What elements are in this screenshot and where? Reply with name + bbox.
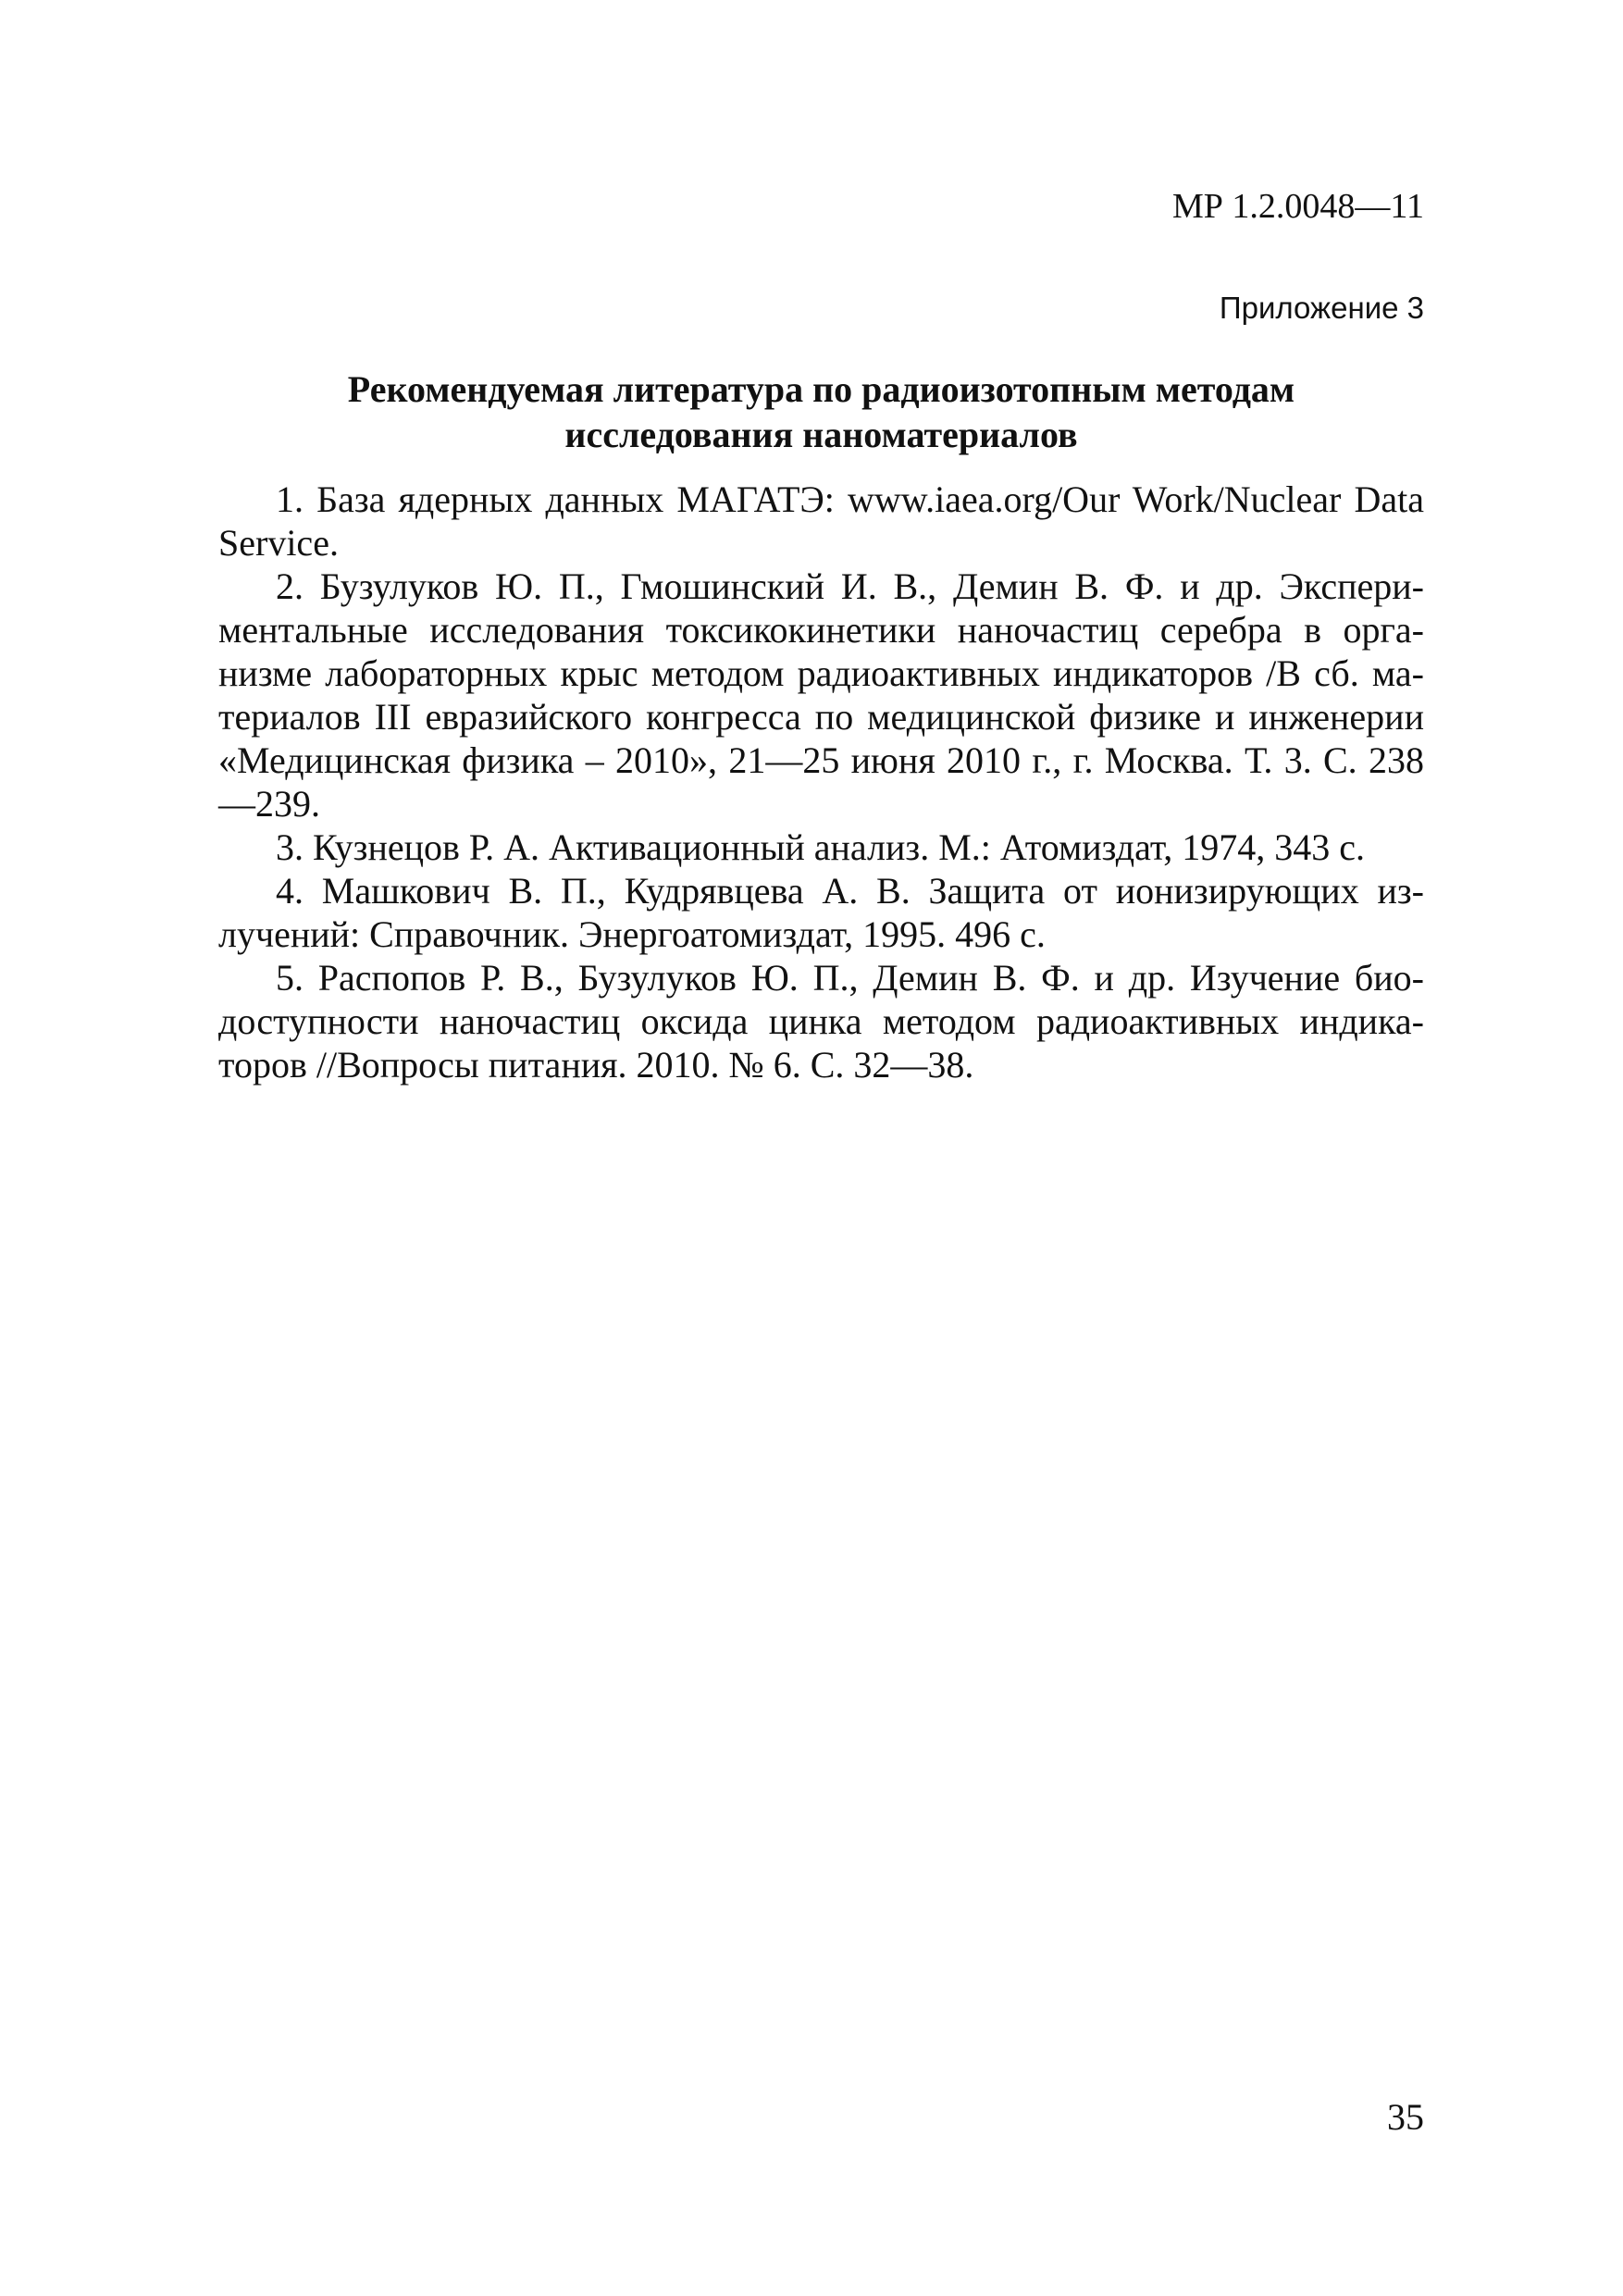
reference-item-2: 2. Бузулуков Ю. П., Гмошинский И. В., Демин В. Ф. и др. Экспериментальные исследования токсикокинетики наночастиц серебра в организме лабораторных крыс методом радиоактивных индикаторов /В сб. материалов III евразийского конгресса по медицинской физике и инженерии «Медицинская физика – 2010», 21—25 июня 2010 г., г. Москва. Т. 3. С. 238—239.	[218, 565, 1424, 825]
reference-item-3: 3. Кузнецов Р. А. Активационный анализ. М.: Атомиздат, 1974, 343 с.	[276, 826, 1366, 868]
reference-item-5: 5. Распопов Р. В., Бузулуков Ю. П., Демин В. Ф. и др. Изучение биодоступности наночастиц оксида цинка методом радиоактивных индикаторов //Вопросы питания. 2010. № 6. С. 32—38.	[218, 957, 1424, 1086]
reference-item-1: 1. База ядерных данных МАГАТЭ: www.iaea.org/Our Work/Nuclear Data Service.	[218, 478, 1424, 564]
title-line-1: Рекомендуемая литература по радиоизотопным методам	[347, 368, 1295, 410]
document-code: МР 1.2.0048—11	[1171, 187, 1424, 226]
appendix-label: Приложение 3	[1219, 291, 1424, 325]
reference-list	[218, 478, 1424, 1086]
page-title	[218, 366, 1424, 457]
title-line-2: исследования наноматериалов	[564, 414, 1078, 455]
page-number: 35	[1387, 2096, 1424, 2138]
reference-item-4: 4. Машкович В. П., Кудрявцева А. В. Защита от ионизирующих излучений: Справочник. Энергоатомиздат, 1995. 496 с.	[218, 870, 1424, 955]
